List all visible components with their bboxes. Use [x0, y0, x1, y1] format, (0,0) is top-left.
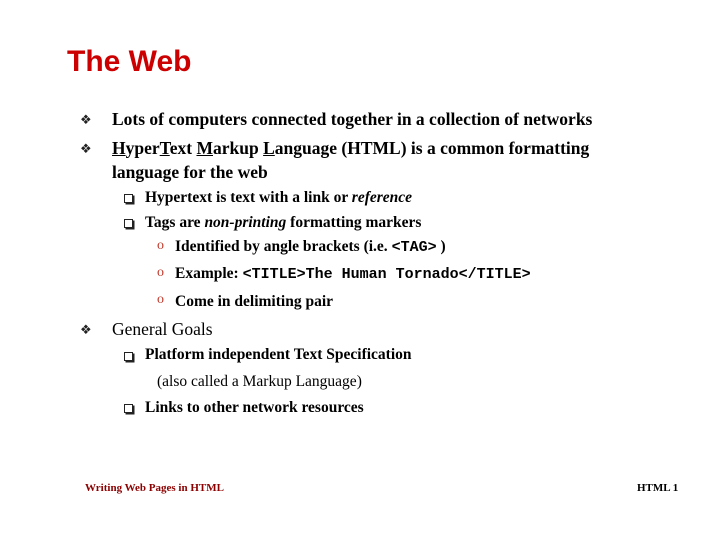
sub-bullet-tags	[145, 213, 421, 233]
bullet-1-text: Lots of computers connected together in a collection of networks	[112, 109, 593, 129]
bullet-2-part-anguage: anguage (HTML) is a common formatting	[274, 138, 590, 158]
sub-bullet-hypertext	[145, 188, 412, 208]
circle-bullet-icon: o	[157, 292, 164, 307]
angle-brackets-code: <TAG>	[391, 239, 437, 256]
checkbox-bullet-icon	[124, 194, 133, 203]
bullet-2-part-yper: yper	[125, 138, 160, 158]
sub-sub-bullet-example	[175, 264, 531, 285]
bullet-2-part-arkup: arkup	[213, 138, 264, 158]
sub-bullet-tags-pre: Tags are	[145, 214, 205, 231]
sub-bullet-hypertext-emphasis: reference	[351, 189, 413, 206]
checkbox-bullet-icon	[124, 404, 133, 413]
sub-bullet-links: Links to other network resources	[145, 399, 364, 416]
sub-bullet-tags-emphasis: non-printing	[204, 214, 287, 231]
sub-sub-bullet-delimiting: Come in delimiting pair	[175, 293, 334, 310]
footer-slide-number: HTML 1	[637, 482, 679, 494]
angle-brackets-post: )	[436, 238, 446, 255]
circle-bullet-icon: o	[157, 238, 164, 253]
diamond-bullet-icon: ❖	[80, 112, 92, 127]
bullet-2-continuation: language for the web	[112, 162, 268, 182]
sub-sub-bullet-angle-brackets	[175, 237, 446, 258]
checkbox-bullet-icon	[124, 352, 133, 361]
bullet-2-part-l: L	[263, 138, 275, 158]
sub-bullet-platform-independent-note: (also called a Markup Language)	[157, 373, 362, 390]
circle-bullet-icon: o	[157, 265, 164, 280]
sub-bullet-tags-post: formatting markers	[286, 214, 422, 231]
checkbox-bullet-icon	[124, 219, 133, 228]
bullet-2-part-m: M	[196, 138, 213, 158]
slide-title: The Web	[67, 45, 192, 78]
bullet-2-text	[112, 137, 589, 159]
footer-course-title: Writing Web Pages in HTML	[85, 482, 224, 494]
bullet-2-part-t: T	[159, 138, 170, 158]
example-code: <TITLE>The Human Tornado</TITLE>	[242, 266, 531, 283]
diamond-bullet-icon: ❖	[80, 141, 92, 156]
sub-bullet-hypertext-text: Hypertext is text with a link or	[145, 189, 352, 206]
bullet-2-part-ext: ext	[169, 138, 197, 158]
example-pre: Example:	[175, 265, 243, 282]
bullet-3-text: General Goals	[112, 319, 213, 339]
sub-bullet-platform-independent: Platform independent Text Specification	[145, 346, 412, 363]
bullet-2-part-h: H	[112, 138, 126, 158]
diamond-bullet-icon: ❖	[80, 322, 92, 337]
angle-brackets-pre: Identified by angle brackets (i.e.	[175, 238, 392, 255]
